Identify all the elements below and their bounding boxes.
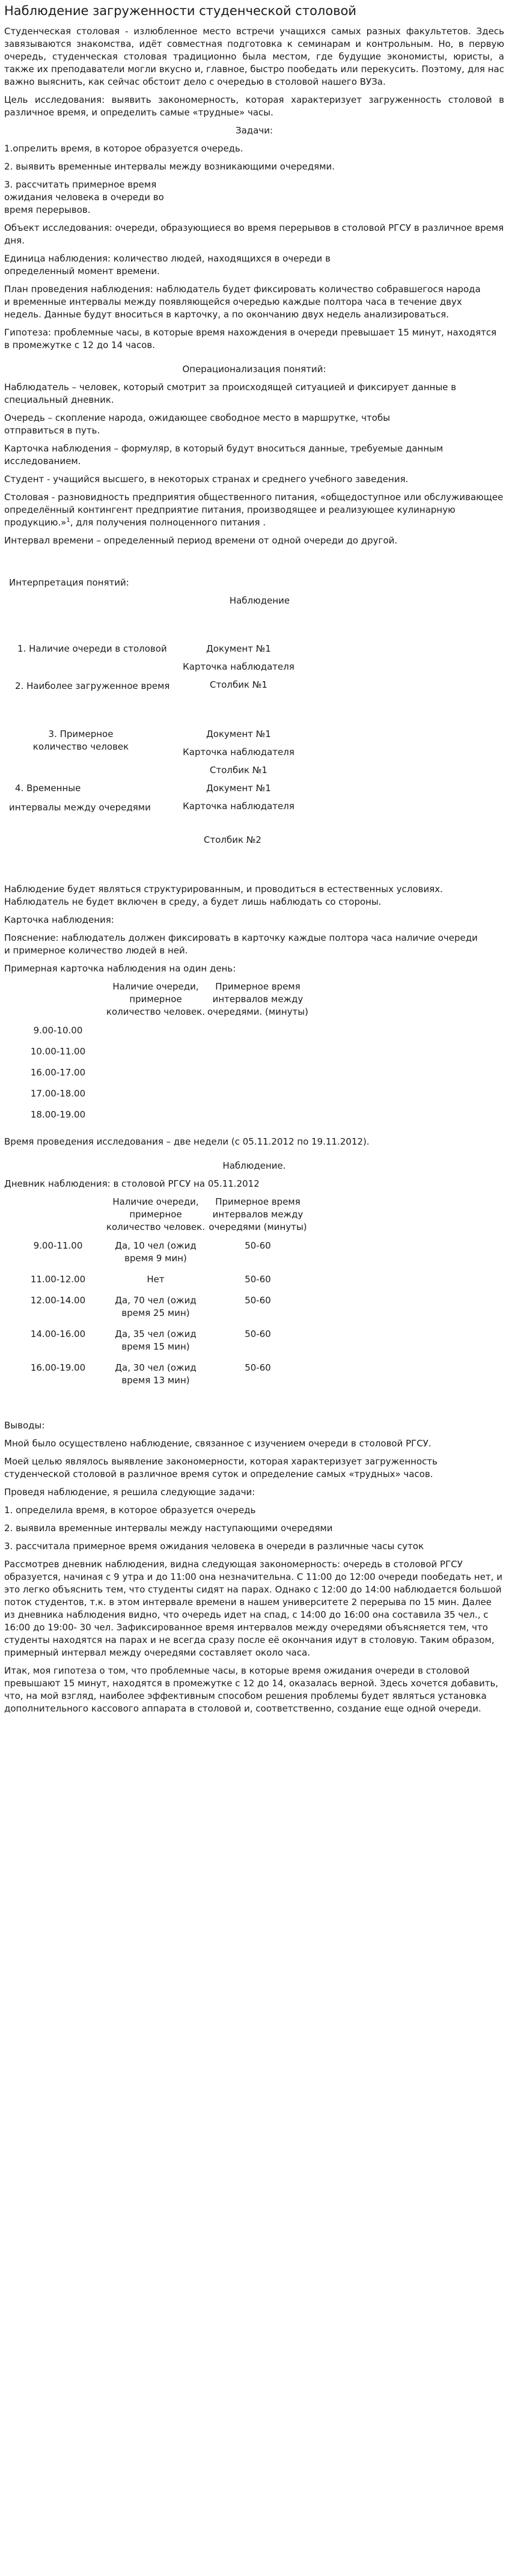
conclusion-paragraph: Проведя наблюдение, я решила следующие задачи: bbox=[4, 1487, 255, 1498]
canteen-tail: , для получения полноценного питания . bbox=[70, 517, 266, 528]
observation-heading: Наблюдение. bbox=[222, 1160, 286, 1171]
conclusion-paragraph: Моей целью являлось выявление закономерности, которая характеризует загруженность студенческой столовой в различное время суток и определение самых «трудных» часов. bbox=[4, 1456, 437, 1479]
time-cell: 17.00-18.00 bbox=[30, 1088, 86, 1099]
table-header: Наличие очереди, примерное количество человек. bbox=[106, 981, 206, 1017]
object-paragraph: Объект исследования: очереди, образующиеся во время перерывов в столовой РГСУ в различное время дня. bbox=[4, 222, 504, 246]
sample-card-heading: Примерная карточка наблюдения на один день: bbox=[4, 963, 236, 974]
operationalization-heading: Операционализация понятий: bbox=[182, 364, 326, 375]
time-cell: 9.00-10.00 bbox=[33, 1025, 83, 1036]
table-header: Примерное время интервалов между очередями. (минуты) bbox=[207, 981, 309, 1017]
concept-queue-presence: 1. Наличие очереди в столовой bbox=[17, 643, 167, 654]
intro-paragraph: Студенческая столовая - излюбленное место встречи учащихся самых разных факультетов. Здесь завязываются знакомства, идёт совместная подготовка к семинарам и контрольным. Но, в первую очередь, студенческая столовая традиционно была местом, где будущие экономисты, юристы, а также их преподаватели могли вкусно и, главное, быстро пообедать или перекусить. Поэтому, для нас важно выяснить, как сейчас обстоит дело с очередью в столовой нашего ВУЗа. bbox=[4, 26, 504, 87]
conclusion-paragraph: 1. определила время, в которое образуется очередь bbox=[4, 1505, 256, 1516]
structured-paragraph: Наблюдение будет являться структурированным, и проводиться в естественных условиях. Наблюдатель не будет включен в среду, а будет лишь наблюдать со стороны. bbox=[4, 884, 443, 907]
interpretation-section bbox=[4, 577, 504, 883]
conclusion-paragraph: Итак, моя гипотеза о том, что проблемные часы, в которые время ожидания очереди в столовой превышают 15 минут, находятся в промежутке с 12 до 14, оказалась верной. Здесь хочется добавить, что, на мой взгляд, наиболее эффективным способом решения проблемы будет являться установка дополнительного кассового аппарата в столовой и, соответственно, создание еще одной очереди. bbox=[4, 1665, 499, 1714]
definition-student: Студент - учащийся высшего, в некоторых странах и среднего учебного заведения. bbox=[4, 474, 409, 485]
time-cell: 14.00-16.00 bbox=[30, 1329, 86, 1339]
table-row bbox=[11, 1328, 309, 1362]
definition-queue: Очередь – скопление народа, ожидающее свободное место в маршрутке, чтобы отправиться в путь. bbox=[4, 412, 391, 436]
table-row bbox=[11, 1088, 309, 1109]
observation-label: Наблюдение bbox=[229, 595, 290, 606]
time-cell: 16.00-17.00 bbox=[30, 1067, 86, 1078]
table-row bbox=[11, 1240, 309, 1273]
conclusion-paragraph: Рассмотрев дневник наблюдения, видна следующая закономерность: очередь в столовой РГСУ образуется, начиная с 9 утра и до 11:00 она незначительна. С 11:00 до 12:00 очереди пообедать нет, и это легко объяснить тем, что студенты сидят на парах. Однако с 12:00 до 14:00 наблюдается большой поток студентов, т.к. в этом интервале времени в нашем университете 2 перерыва по 15 мин. Далее из дневника наблюдения видно, что очередь идет на спад, с 14:00 до 16:00 она составила 35 чел., с 16:00 до 19:00- 30 чел. Зафиксированное время интервалов между очередями объясняется тем, что студенты находятся на парах и не всегда сразу после её окончания идут в столовую. Таким образом, примерный интервал между очередями составляет около часа. bbox=[4, 1559, 502, 1658]
document-label: Документ №1 bbox=[206, 643, 271, 654]
table-row bbox=[11, 1294, 309, 1328]
task-item: 3. рассчитать примерное время ожидания человека в очереди во время перерывов. bbox=[4, 179, 164, 215]
table-header-row bbox=[11, 1196, 309, 1240]
definition-observer: Наблюдатель – человек, который смотрит за происходящей ситуацией и фиксирует данные в специальный дневник. bbox=[4, 382, 457, 405]
table-row bbox=[11, 1066, 309, 1088]
diary-heading: Дневник наблюдения: в столовой РГСУ на 05.11.2012 bbox=[4, 1178, 260, 1189]
card-label: Карточка наблюдателя bbox=[183, 747, 294, 757]
time-cell: 10.00-11.00 bbox=[30, 1046, 86, 1057]
tasks-heading: Задачи: bbox=[235, 125, 273, 136]
hypothesis-paragraph: Гипотеза: проблемные часы, в которые время нахождения в очереди превышает 15 минут, находятся в промежутке с 12 до 14 часов. bbox=[4, 327, 497, 350]
conclusion-paragraph: 2. выявила временные интервалы между наступающими очередями bbox=[4, 1523, 333, 1534]
conclusion-paragraph: Мной было осуществлено наблюдение, связанное с изучением очереди в столовой РГСУ. bbox=[4, 1438, 431, 1449]
conclusions-heading: Выводы: bbox=[4, 1420, 45, 1431]
table-header-row bbox=[11, 981, 309, 1024]
interpretation-heading: Интерпретация понятий: bbox=[9, 577, 129, 588]
presence-cell: Нет bbox=[147, 1274, 165, 1285]
time-cell: 9.00-11.00 bbox=[33, 1240, 83, 1251]
presence-cell: Да, 10 чел (ожид время 9 мин) bbox=[115, 1240, 197, 1264]
card-label: Карточка наблюдателя bbox=[183, 661, 294, 672]
interval-cell: 50-60 bbox=[245, 1240, 271, 1251]
page-title: Наблюдение загруженности студенческой столовой bbox=[4, 4, 357, 18]
time-cell: 12.00-14.00 bbox=[30, 1295, 86, 1306]
column-label: Столбик №1 bbox=[210, 679, 267, 690]
concept-people-count: 3. Примерное количество человек bbox=[32, 729, 129, 752]
card-heading: Карточка наблюдения: bbox=[4, 914, 114, 925]
definition-card: Карточка наблюдения – формуляр, в который будут вноситься данные, требуемые данным исследованием. bbox=[4, 443, 443, 467]
task-item: 2. выявить временные интервалы между возникающими очередями. bbox=[4, 161, 335, 172]
canteen-text: Столовая - разновидность предприятия общественного питания, «общедоступное или обслуживающее определённый контингент предприятие питания, производящее и реализующее кулинарную продукцию.» bbox=[4, 492, 504, 528]
table-row bbox=[11, 1024, 309, 1045]
presence-cell: Да, 30 чел (ожид время 13 мин) bbox=[115, 1362, 197, 1386]
sample-card-table bbox=[11, 981, 309, 1130]
unit-paragraph: Единица наблюдения: количество людей, находящихся в очереди в определенный момент времени. bbox=[4, 253, 331, 277]
plan-paragraph: План проведения наблюдения: наблюдатель будет фиксировать количество собравшегося народа и временные интервалы между появляющейся очередью каждые полтора часа в течение двух недель. Данные будут вноситься в карточку, а по окончанию двух недель анализироваться. bbox=[4, 284, 481, 320]
time-cell: 16.00-19.00 bbox=[30, 1362, 86, 1373]
task-item: 1.опрелить время, в которое образуется очередь. bbox=[4, 143, 243, 154]
document-label: Документ №1 bbox=[206, 783, 271, 794]
card-note: Пояснение: наблюдатель должен фиксировать в карточку каждые полтора часа наличие очереди и примерное количество людей в ней. bbox=[4, 932, 478, 956]
concept-intervals-a: 4. Временные bbox=[15, 783, 81, 794]
table-row bbox=[11, 1045, 309, 1066]
diary-table bbox=[11, 1196, 309, 1395]
footnote-ref[interactable]: 1 bbox=[66, 517, 70, 524]
time-cell: 18.00-19.00 bbox=[30, 1109, 86, 1120]
time-cell: 11.00-12.00 bbox=[30, 1274, 86, 1285]
period-paragraph: Время проведения исследования – две недели (с 05.11.2012 по 19.11.2012). bbox=[4, 1136, 370, 1147]
presence-cell: Да, 35 чел (ожид время 15 мин) bbox=[115, 1329, 197, 1352]
definition-interval: Интервал времени – определенный период времени от одной очереди до другой. bbox=[4, 535, 398, 546]
interval-cell: 50-60 bbox=[245, 1362, 271, 1373]
table-row bbox=[11, 1362, 309, 1395]
conclusion-paragraph: 3. рассчитала примерное время ожидания человека в очереди в различные часы суток bbox=[4, 1541, 424, 1552]
table-row bbox=[11, 1109, 309, 1130]
card-label: Карточка наблюдателя bbox=[183, 801, 294, 812]
goal-paragraph: Цель исследования: выявить закономерность, которая характеризует загруженность столовой в различное время, и определить самые «трудные» часы. bbox=[4, 94, 504, 118]
interval-cell: 50-60 bbox=[245, 1329, 271, 1339]
column-label: Столбик №2 bbox=[204, 834, 261, 845]
interval-cell: 50-60 bbox=[245, 1295, 271, 1306]
table-header: Наличие очереди, примерное количество человек. bbox=[106, 1196, 206, 1232]
document-label: Документ №1 bbox=[206, 729, 271, 739]
column-label: Столбик №1 bbox=[210, 765, 267, 776]
concept-busiest-time: 2. Наиболее загруженное время bbox=[15, 681, 170, 691]
table-header: Примерное время интервалов между очередями (минуты) bbox=[209, 1196, 307, 1232]
table-row bbox=[11, 1273, 309, 1294]
concept-intervals-b: интервалы между очередями bbox=[9, 802, 151, 813]
interval-cell: 50-60 bbox=[245, 1274, 271, 1285]
presence-cell: Да, 70 чел (ожид время 25 мин) bbox=[115, 1295, 197, 1318]
definition-canteen bbox=[4, 491, 504, 529]
